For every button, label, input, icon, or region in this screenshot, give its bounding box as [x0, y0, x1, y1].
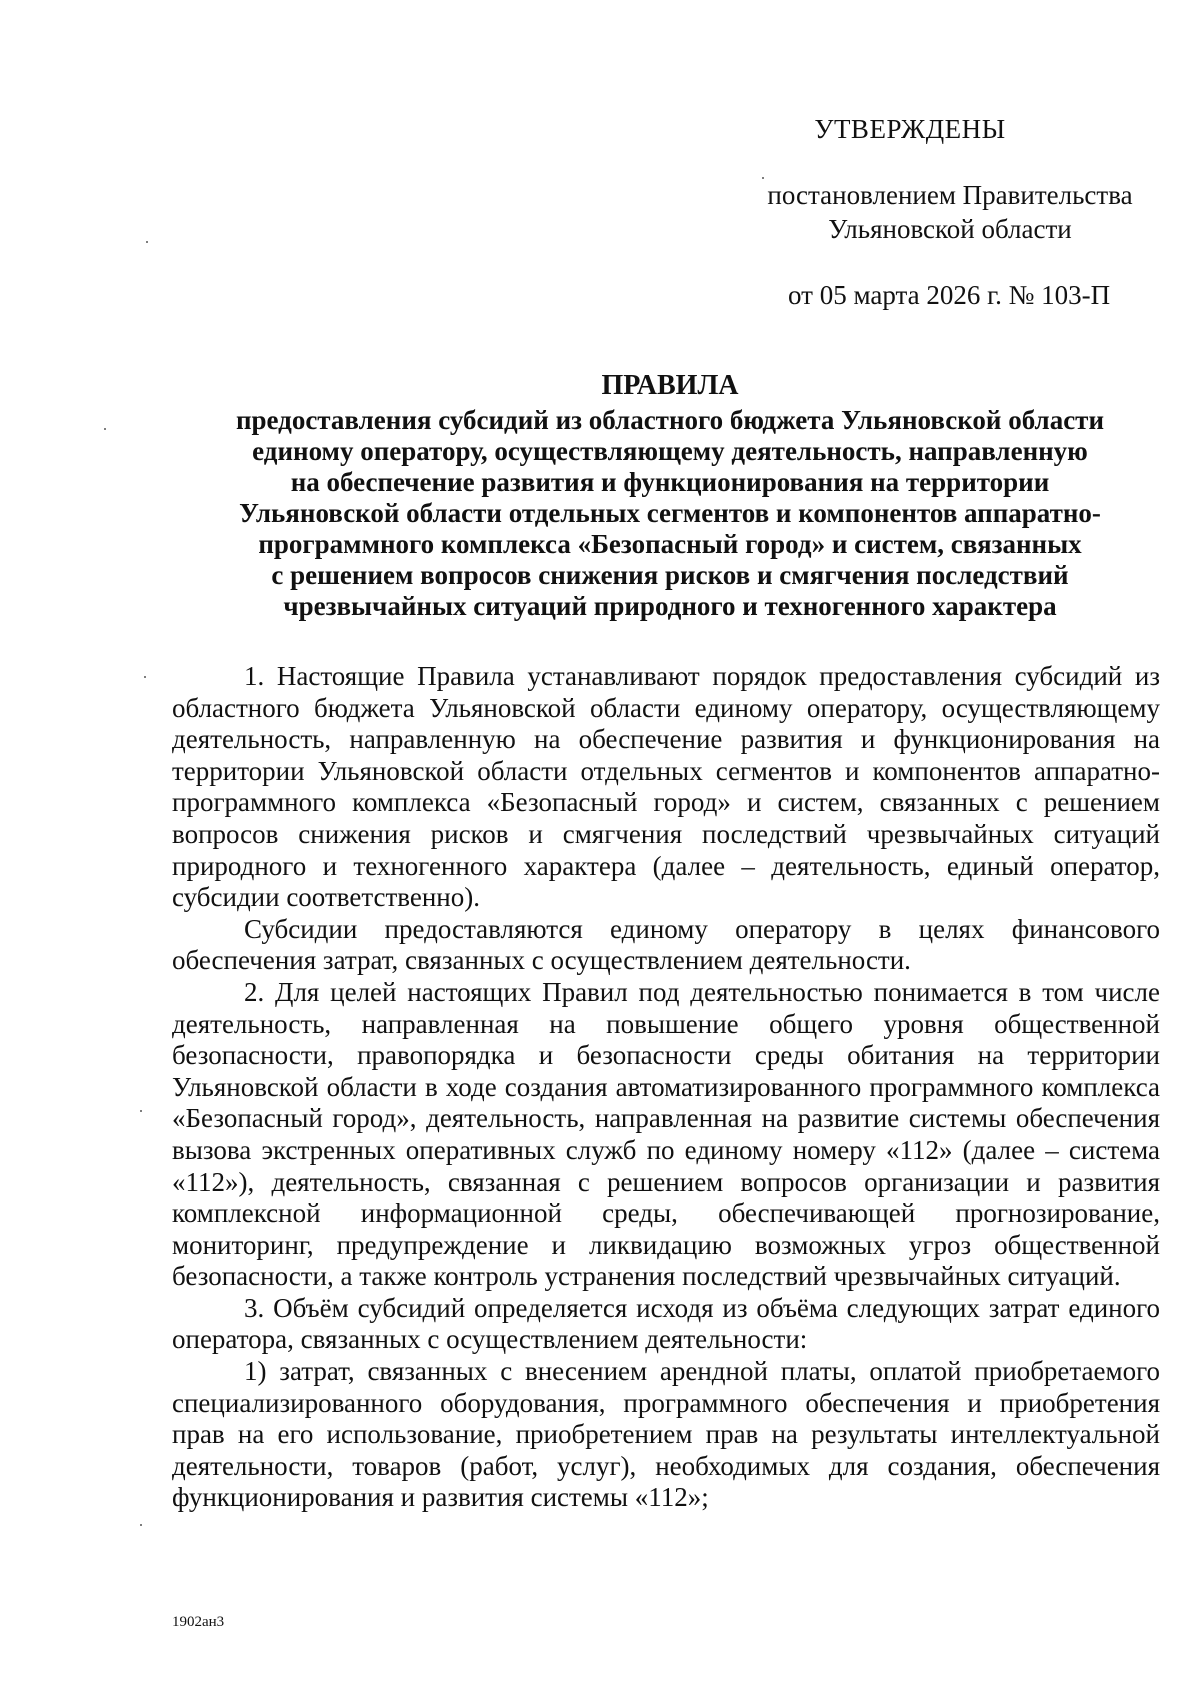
approval-line-2: Ульяновской области [828, 214, 1072, 244]
approval-date: от 05 марта 2026 г. № 103-П [788, 280, 1111, 310]
approval-title: УТВЕРЖДЕНЫ [814, 114, 1006, 144]
scan-speck [762, 177, 764, 179]
scan-speck [144, 676, 146, 678]
scan-speck [140, 1524, 142, 1526]
scan-speck [104, 428, 106, 430]
document-title [200, 370, 1140, 622]
scan-speck [146, 241, 148, 243]
title-line: с решением вопросов снижения рисков и смягчения последствий [271, 560, 1069, 590]
paragraph-3: 3. Объём субсидий определяется исходя из объёма следующих затрат единого оператора, связанных с осуществлением деятельности: [172, 1292, 1160, 1355]
paragraph-2: 2. Для целей настоящих Правил под деятельностью понимается в том числе деятельность, направленная на повышение общего уровня общественной безопасности, правопорядка и безопасности среды обитания на территории Ульяновской области в ходе создания автоматизированного программного комплекса «Безопасный город», деятельность, направленная на развитие системы обеспечения вызова экстренных оперативных служб по единому номеру «112» (далее – система «112»), деятельность, связанная с решением вопросов организации и развития комплексной информационной среды, обеспечивающей прогнозирование, мониторинг, предупреждение и ликвидацию возможных угроз общественной безопасности, а также контроль устранения последствий чрезвычайных ситуаций. [172, 976, 1160, 1292]
paragraph-1: 1. Настоящие Правила устанавливают порядок предоставления субсидий из областного бюджета Ульяновской области единому оператору, осуществляющему деятельность, направленную на обеспечение развития и функционирования на территории Ульяновской области отдельных сегментов и компонентов аппаратно-программного комплекса «Безопасный город» и систем, связанных с решением вопросов снижения рисков и смягчения последствий чрезвычайных ситуаций природного и техногенного характера (далее – деятельность, единый оператор, субсидии соответственно). [172, 661, 1160, 913]
scan-speck [140, 1110, 142, 1112]
document-body [172, 661, 1160, 1514]
title-line: чрезвычайных ситуаций природного и техногенного характера [283, 591, 1057, 621]
paragraph-3-item-1: 1) затрат, связанных с внесением арендной платы, оплатой приобретаемого специализированного оборудования, программного обеспечения и приобретения прав на его использование, приобретением прав на результаты интеллектуальной деятельности, товаров (работ, услуг), необходимых для создания, обеспечения функционирования и развития системы «112»; [172, 1356, 1160, 1513]
title-line: программного комплекса «Безопасный город» и систем, связанных [258, 529, 1082, 559]
title-line: Ульяновской области отдельных сегментов и компонентов аппаратно- [239, 498, 1101, 528]
title-line: предоставления субсидий из областного бюджета Ульяновской области [235, 405, 1105, 435]
footer-code: 1902ан3 [172, 1614, 225, 1630]
paragraph-subsidies: Субсидии предоставляются единому оператору в целях финансового обеспечения затрат, связанных с осуществлением деятельности. [172, 913, 1160, 976]
title-main: ПРАВИЛА [601, 370, 739, 401]
approval-line-1: постановлением Правительства [767, 180, 1133, 210]
title-line: единому оператору, осуществляющему деятельность, направленную [252, 436, 1088, 466]
title-line: на обеспечение развития и функционирования на территории [290, 467, 1050, 497]
